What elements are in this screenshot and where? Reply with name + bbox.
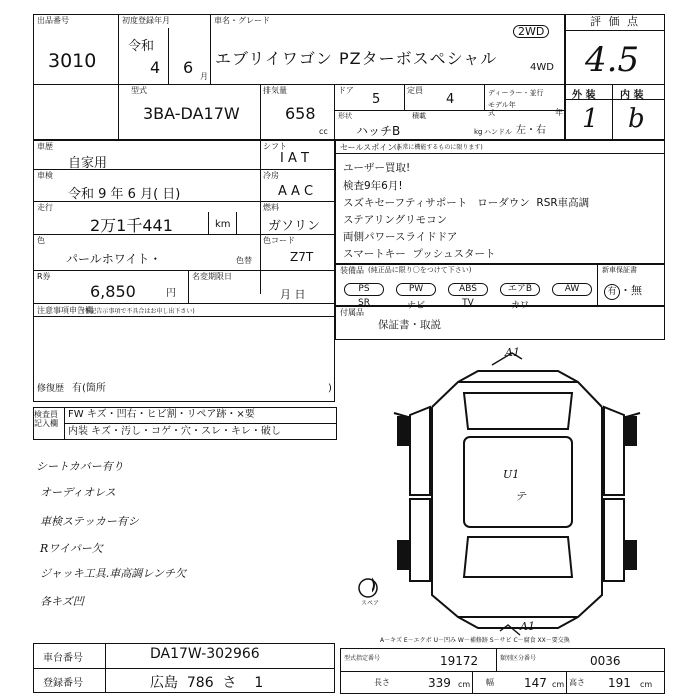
repair-label: 修復歴 xyxy=(37,384,65,394)
score-value: 4.5 xyxy=(585,40,640,80)
equipment-item-top: PW xyxy=(396,283,436,296)
shape: ハッチB xyxy=(356,124,401,138)
form-no-label: 型式指定番号 xyxy=(344,655,381,662)
recycle: 6,850 xyxy=(90,282,136,301)
lot-label: 出品番号 xyxy=(37,16,69,25)
ext-label: 外 装 xyxy=(572,90,596,101)
shift-label: シフト xyxy=(263,142,287,151)
warranty-label: 新車保証書 xyxy=(602,266,637,274)
check-int: 内装 キズ・汚し・コゲ・穴・スレ・キレ・破し xyxy=(68,426,281,437)
ac: A A C xyxy=(278,184,314,199)
seats: 4 xyxy=(446,92,455,107)
history: 自家用 xyxy=(68,156,108,171)
spare-label: スペア xyxy=(361,600,380,607)
handle-label: ハンドル xyxy=(484,128,512,136)
equipment-item-bottom: ナビ xyxy=(406,301,425,311)
sheet-header-fragment xyxy=(0,0,700,6)
check-fw: FW キズ・凹右・ヒビ割・リペア跡・×要 xyxy=(68,409,255,420)
seat-label: 定員 xyxy=(407,86,423,95)
doors: 5 xyxy=(372,92,381,107)
shift: I A T xyxy=(280,151,309,166)
sales-point-2: 検査9年6月! xyxy=(343,180,403,192)
sales-points-label: セールスポイント xyxy=(340,143,404,152)
width: 147 xyxy=(524,676,547,690)
length: 339 xyxy=(428,676,451,690)
plate-label: 登録番号 xyxy=(43,678,83,689)
left-info-block xyxy=(33,140,335,402)
equipment-item-bottom: カワ xyxy=(510,301,529,311)
repair-close: ) xyxy=(328,383,332,394)
color-change-label: 色替 xyxy=(236,256,252,265)
cc-unit: cc xyxy=(319,127,328,136)
inspection-label: 車検 xyxy=(37,171,53,180)
type-code: 3BA-DA17W xyxy=(143,104,240,123)
mileage: 2万1千441 xyxy=(90,216,173,235)
mark-bottom: A1 xyxy=(520,620,535,633)
height-unit: cm xyxy=(640,680,653,689)
sales-point-6: スマートキー プッシュスタート xyxy=(343,248,496,260)
sales-point-4: ステアリングリモコン xyxy=(343,214,448,226)
name-change: 月 日 xyxy=(280,288,306,301)
chassis-label: 車台番号 xyxy=(43,653,83,664)
width-label: 幅 xyxy=(486,678,494,687)
height: 191 xyxy=(608,676,631,690)
handwritten-2: オーディオレス xyxy=(40,486,116,499)
chassis: DA17W-302966 xyxy=(150,646,260,662)
handle: 左・右 xyxy=(516,125,546,136)
model-label: 車名・グレード xyxy=(214,16,270,25)
sales-point-5: 両側パワースライドドア xyxy=(343,231,458,243)
equipment-label: 装備品 xyxy=(340,266,364,275)
int-label: 内 装 xyxy=(620,90,644,101)
reg-month-unit: 月 xyxy=(200,72,208,81)
equipment-item-bottom: SR xyxy=(358,298,370,308)
model-name: エブリイワゴン PZターボスペシャル xyxy=(215,49,498,68)
type-label: 型式 xyxy=(131,86,147,95)
handwritten-1: シートカバー有り xyxy=(36,460,124,473)
equipment-item xyxy=(444,276,492,308)
sales-points-small: (正常に機能するものに限ります) xyxy=(394,144,483,151)
spare-tire-icon xyxy=(356,576,380,600)
height-label: 高さ xyxy=(569,678,585,687)
form-no: 19172 xyxy=(440,654,479,668)
warranty: 有 ・無 xyxy=(604,282,642,300)
class-no: 0036 xyxy=(590,654,621,668)
mark-center-2: テ xyxy=(515,490,526,503)
color-code-label: 色コード xyxy=(263,236,295,245)
shape-label: 形状 xyxy=(338,112,352,120)
history-label: 車歴 xyxy=(37,142,53,151)
reg-year: 4 xyxy=(150,58,161,77)
accessories-label: 付属品 xyxy=(340,308,364,317)
equipment-item xyxy=(548,276,596,298)
color-label: 色 xyxy=(37,236,45,245)
car-diagram xyxy=(372,345,642,640)
equipment-item xyxy=(340,276,388,308)
sales-point-3: スズキセーフティサポート ローダウン RSR車高調 xyxy=(343,197,590,209)
mileage-label: 走行 xyxy=(37,203,53,212)
mark-top: A1 xyxy=(505,346,520,359)
int-score: b xyxy=(628,104,645,134)
length-label: 長さ xyxy=(374,678,390,687)
color-code: Z7T xyxy=(290,250,314,264)
color: パールホワイト・ xyxy=(66,252,162,266)
equipment-item-top: AW xyxy=(552,283,592,296)
recycle-unit: 円 xyxy=(166,288,176,299)
ext-score: 1 xyxy=(582,104,599,134)
door-label: ドア xyxy=(338,86,354,95)
mark-center: U1 xyxy=(503,468,520,481)
equipment-item-bottom: TV xyxy=(462,298,474,308)
equipment-small: (純正品に限り〇をつけて下さい) xyxy=(368,266,472,274)
load-unit: kg xyxy=(474,128,483,136)
class-no-label: 類別区分番号 xyxy=(500,655,537,662)
length-unit: cm xyxy=(458,680,471,689)
cc-value: 658 xyxy=(285,104,316,123)
inspector-label: 検査員記入欄 xyxy=(34,410,58,428)
notes-label: 注意事項申告欄 xyxy=(37,306,93,315)
repair: 有(箇所 xyxy=(72,383,106,394)
equipment-item-top: ABS xyxy=(448,283,488,296)
reg-month: 6 xyxy=(183,58,194,77)
reg-label: 初度登録年月 xyxy=(122,16,170,25)
handwritten-4: Rワイパー欠 xyxy=(40,542,103,555)
model-year-unit: 年 xyxy=(555,108,563,117)
lot-number: 3010 xyxy=(48,50,97,72)
handwritten-3: 車検ステッカー有シ xyxy=(40,515,139,528)
reg-era: 令和 xyxy=(128,39,155,54)
sales-point-1: ユーザー買取! xyxy=(343,162,411,174)
drive-2wd: 2WD xyxy=(513,20,549,39)
load-label: 積載 xyxy=(412,112,426,120)
inspection: 令和 9 年 6 月( 日) xyxy=(68,187,181,202)
equipment-item-top: エアB xyxy=(500,283,540,296)
score-label: 評 価 点 xyxy=(590,15,640,28)
name-change-label: 名変期限日 xyxy=(192,272,232,281)
accessories: 保証書・取説 xyxy=(378,319,441,331)
handwritten-6: 各キズ凹 xyxy=(40,595,84,608)
fuel: ガソリン xyxy=(268,219,321,234)
dealer-label: ディーラー・並行 xyxy=(488,89,544,97)
plate: 広島 786 さ 1 xyxy=(150,675,264,691)
ac-label: 冷房 xyxy=(263,171,279,180)
width-unit: cm xyxy=(552,680,565,689)
model-year-label: モデル年式 xyxy=(488,101,516,117)
mileage-unit: km xyxy=(215,219,231,230)
recycle-label: R券 xyxy=(37,272,51,281)
drive-4wd: 4WD xyxy=(530,62,554,73)
cc-label: 排気量 xyxy=(263,86,287,95)
damage-legend: A－キズ E－エクボ U－凹み W－補修跡 S－サビ C－腐食 XX－要交換 xyxy=(380,637,570,644)
equipment-item-top: PS xyxy=(344,283,384,296)
handwritten-5: ジャッキ工具.車高調レンチ欠 xyxy=(40,567,187,580)
notes-small: (下記告示事項で不具合はお申し出下さい) xyxy=(82,308,195,315)
fuel-label: 燃料 xyxy=(263,203,279,212)
